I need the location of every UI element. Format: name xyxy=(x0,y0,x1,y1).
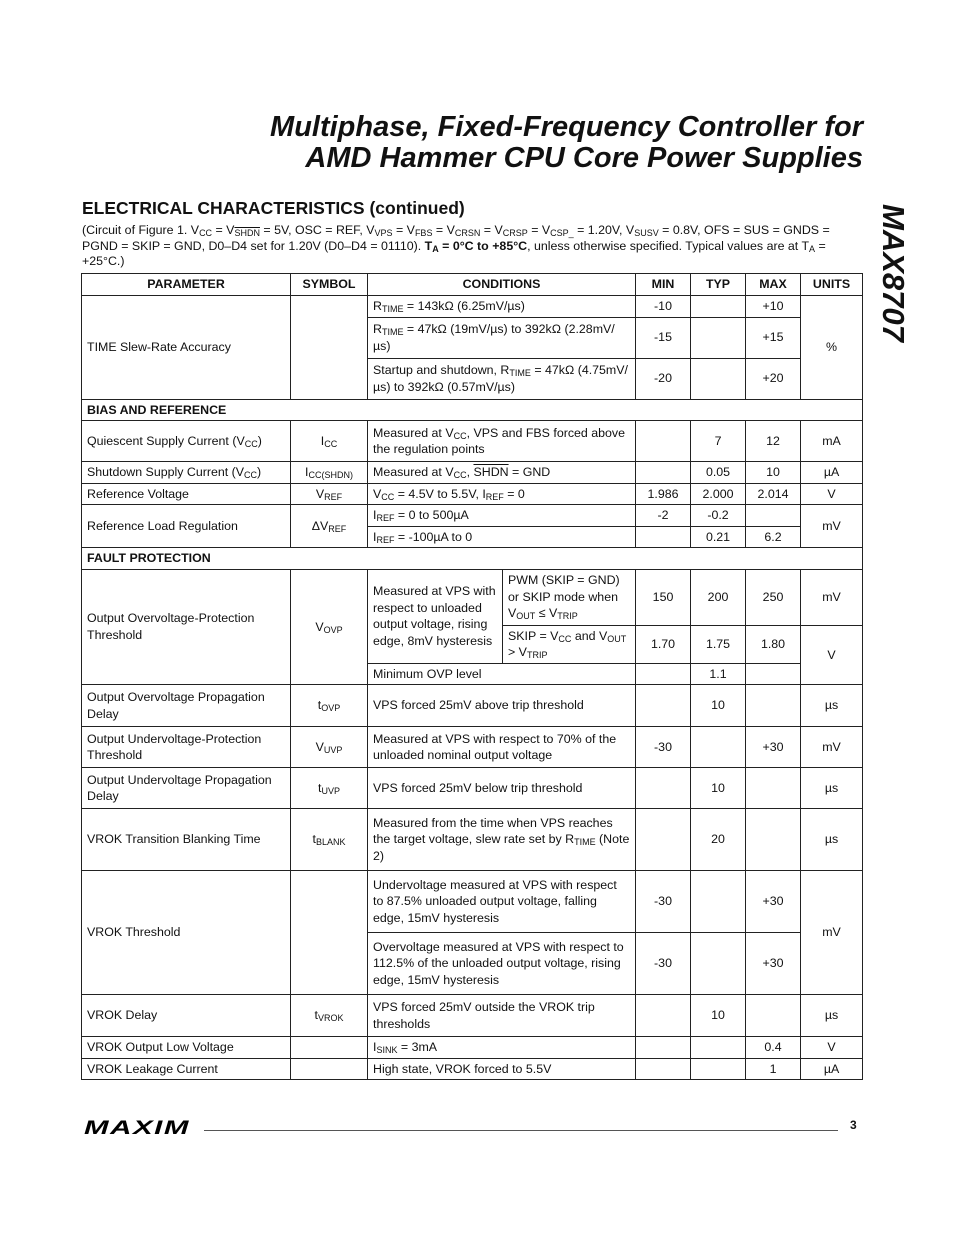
units-cell: µs xyxy=(801,809,863,871)
typ-cell xyxy=(691,933,746,995)
section-row-fault xyxy=(82,548,863,570)
units-cell: V xyxy=(801,625,863,685)
min-cell: -20 xyxy=(636,358,691,399)
typ-cell: 1.1 xyxy=(691,663,746,685)
sub-condition-cell: SKIP = $V_{CC}$ and $V_{OUT} > V_{TRIP}$ xyxy=(503,625,636,663)
symbol-cell: $t_{BLANK}$ xyxy=(291,809,368,871)
max-cell xyxy=(746,685,801,727)
units-cell: V xyxy=(801,1037,863,1059)
parameter-cell: Output Undervoltage-Protection Threshold xyxy=(82,727,291,768)
condition-cell: $R_{TIME} = 47k\Omega$ (19mV/µs) to 392kΩ (2.28mV/µs) xyxy=(368,317,636,358)
page-title xyxy=(270,112,863,174)
part-number-side-label: MAX8707 xyxy=(876,204,911,342)
symbol-cell xyxy=(291,1058,368,1080)
table-row xyxy=(82,727,863,768)
parameter-cell: Output Undervoltage Propagation Delay xyxy=(82,768,291,809)
symbol-cell: $I_{CC}$ xyxy=(291,421,368,462)
min-cell: -2 xyxy=(636,505,691,527)
max-cell: 1.80 xyxy=(746,625,801,663)
min-cell: -15 xyxy=(636,317,691,358)
units-cell: mV xyxy=(801,727,863,768)
parameter-cell: Quiescent Supply Current $(V_{CC})$ xyxy=(82,421,291,462)
min-cell: 150 xyxy=(636,569,691,625)
typ-cell: 0.05 xyxy=(691,462,746,484)
section-label: BIAS AND REFERENCE xyxy=(82,399,863,421)
condition-cell: VPS forced 25mV below trip threshold xyxy=(368,768,636,809)
parameter-cell: TIME Slew-Rate Accuracy xyxy=(82,296,291,400)
units-cell: µA xyxy=(801,462,863,484)
typ-cell: 10 xyxy=(691,995,746,1037)
table-row xyxy=(82,569,863,625)
max-cell: +20 xyxy=(746,358,801,399)
table-row xyxy=(82,1037,863,1059)
typ-cell: 0.21 xyxy=(691,526,746,548)
table-row xyxy=(82,483,863,505)
section-heading: ELECTRICAL CHARACTERISTICS (continued) xyxy=(82,198,465,218)
header-min: MIN xyxy=(636,274,691,296)
header-conditions: CONDITIONS xyxy=(368,274,636,296)
condition-cell: VPS forced 25mV above trip threshold xyxy=(368,685,636,727)
symbol-cell: $I_{CC(SHDN)}$ xyxy=(291,462,368,484)
header-typ: TYP xyxy=(691,274,746,296)
max-cell: 12 xyxy=(746,421,801,462)
typ-cell xyxy=(691,296,746,318)
parameter-cell: Shutdown Supply Current $(V_{CC})$ xyxy=(82,462,291,484)
symbol-cell: $t_{VROK}$ xyxy=(291,995,368,1037)
condition-cell: Measured at VPS with respect to unloaded output voltage, rising edge, 8mV hysteresis xyxy=(368,569,503,663)
header-max: MAX xyxy=(746,274,801,296)
max-cell: 6.2 xyxy=(746,526,801,548)
max-cell xyxy=(746,995,801,1037)
header-units: UNITS xyxy=(801,274,863,296)
symbol-cell xyxy=(291,296,368,400)
typ-cell xyxy=(691,727,746,768)
units-cell: mV xyxy=(801,569,863,625)
typ-cell: 10 xyxy=(691,768,746,809)
condition-cell: Measured from the time when VPS reaches the target voltage, slew rate set by $R_{TIME}$ (Note 2) xyxy=(368,809,636,871)
symbol-cell: $V_{OVP}$ xyxy=(291,569,368,685)
min-cell xyxy=(636,685,691,727)
typ-cell: 20 xyxy=(691,809,746,871)
parameter-cell: VROK Threshold xyxy=(82,871,291,995)
condition-cell: Measured at $V_{CC}$, SHDN = GND xyxy=(368,462,636,484)
max-cell: 250 xyxy=(746,569,801,625)
page-number: 3 xyxy=(850,1118,857,1132)
condition-cell: Measured at VPS with respect to 70% of the unloaded nominal output voltage xyxy=(368,727,636,768)
max-cell xyxy=(746,505,801,527)
min-cell xyxy=(636,1058,691,1080)
units-cell: mV xyxy=(801,505,863,548)
typ-cell: -0.2 xyxy=(691,505,746,527)
parameter-cell: Reference Voltage xyxy=(82,483,291,505)
typ-cell: 7 xyxy=(691,421,746,462)
title-line-1: Multiphase, Fixed-Frequency Controller for xyxy=(270,111,863,143)
header-symbol: SYMBOL xyxy=(291,274,368,296)
units-cell: µs xyxy=(801,995,863,1037)
units-cell: µA xyxy=(801,1058,863,1080)
electrical-characteristics-table xyxy=(81,273,863,1080)
condition-cell: $I_{REF} = -100\mu A$ to 0 xyxy=(368,526,636,548)
title-line-2: AMD Hammer CPU Core Power Supplies xyxy=(305,142,863,174)
table-header-row xyxy=(82,274,863,296)
parameter-cell: Reference Load Regulation xyxy=(82,505,291,548)
max-cell xyxy=(746,768,801,809)
condition-cell: $R_{TIME} = 143k\Omega$ (6.25mV/µs) xyxy=(368,296,636,318)
max-cell xyxy=(746,663,801,685)
min-cell: 1.70 xyxy=(636,625,691,663)
min-cell xyxy=(636,809,691,871)
units-cell: µs xyxy=(801,768,863,809)
maxim-logo xyxy=(84,1118,194,1136)
typ-cell xyxy=(691,317,746,358)
condition-cell: $I_{SINK} = 3mA$ xyxy=(368,1037,636,1059)
footer-rule xyxy=(204,1130,838,1131)
table-row xyxy=(82,421,863,462)
condition-cell: Undervoltage measured at VPS with respect to 87.5% unloaded output voltage, falling edge, 15mV hysteresis xyxy=(368,871,636,933)
typ-cell: 1.75 xyxy=(691,625,746,663)
parameter-cell: VROK Transition Blanking Time xyxy=(82,809,291,871)
max-cell: +30 xyxy=(746,933,801,995)
symbol-cell xyxy=(291,871,368,995)
max-cell: 1 xyxy=(746,1058,801,1080)
table-row xyxy=(82,505,863,527)
min-cell xyxy=(636,526,691,548)
units-cell: µs xyxy=(801,685,863,727)
typ-cell: 200 xyxy=(691,569,746,625)
symbol-cell: $V_{UVP}$ xyxy=(291,727,368,768)
min-cell: -30 xyxy=(636,933,691,995)
max-cell: +30 xyxy=(746,727,801,768)
typ-cell xyxy=(691,1058,746,1080)
parameter-cell: Output Overvoltage-Protection Threshold xyxy=(82,569,291,685)
table-row xyxy=(82,995,863,1037)
min-cell xyxy=(636,768,691,809)
condition-cell: VPS forced 25mV outside the VROK trip thresholds xyxy=(368,995,636,1037)
table-row xyxy=(82,768,863,809)
min-cell xyxy=(636,995,691,1037)
condition-cell: $V_{CC} = 4.5V$ to 5.5V, $I_{REF} = 0$ xyxy=(368,483,636,505)
symbol-cell: $t_{OVP}$ xyxy=(291,685,368,727)
units-cell: V xyxy=(801,483,863,505)
symbol-cell: $t_{UVP}$ xyxy=(291,768,368,809)
min-cell: -30 xyxy=(636,871,691,933)
test-conditions-note: (Circuit of Figure 1. $V_{CC} = V_{SHDN} = 5V$, OSC = REF, $V_{VPS} = V_{FBS} = V_{CRSN} = V_{CRSP} = V_{CSP\_} = 1.20V$, $V_{SUSV} = 0.8V$, OFS = SUS = GNDS = PGND = SKIP = GND, D0–D4 set for 1.20V (D0–D4 = 01110). $T_A = 0^\circ C$ to +85°C, unless otherwise specified. Typical values are at $T_A = +25^\circ C$.) xyxy=(82,223,830,268)
table-row xyxy=(82,462,863,484)
table-row xyxy=(82,685,863,727)
condition-cell: Measured at $V_{CC}$, VPS and FBS forced above the regulation points xyxy=(368,421,636,462)
min-cell xyxy=(636,663,691,685)
condition-cell: Startup and shutdown, $R_{TIME} = 47k\Omega$ (4.75mV/µs) to 392kΩ (0.57mV/µs) xyxy=(368,358,636,399)
symbol-cell xyxy=(291,1037,368,1059)
min-cell: -30 xyxy=(636,727,691,768)
max-cell: +10 xyxy=(746,296,801,318)
max-cell xyxy=(746,809,801,871)
max-cell: 10 xyxy=(746,462,801,484)
table-row xyxy=(82,1058,863,1080)
parameter-cell: VROK Output Low Voltage xyxy=(82,1037,291,1059)
typ-cell: 10 xyxy=(691,685,746,727)
typ-cell xyxy=(691,358,746,399)
parameter-cell: Output Overvoltage Propagation Delay xyxy=(82,685,291,727)
sub-condition-cell: PWM (SKIP = GND) or SKIP mode when $V_{OUT} \le V_{TRIP}$ xyxy=(503,569,636,625)
typ-cell xyxy=(691,1037,746,1059)
max-cell: +15 xyxy=(746,317,801,358)
parameter-cell: VROK Delay xyxy=(82,995,291,1037)
min-cell xyxy=(636,462,691,484)
svg-text:MAXIM: MAXIM xyxy=(84,1118,191,1136)
max-cell: 2.014 xyxy=(746,483,801,505)
condition-cell: $I_{REF} = 0$ to 500µA xyxy=(368,505,636,527)
units-cell: mV xyxy=(801,871,863,995)
min-cell: 1.986 xyxy=(636,483,691,505)
header-parameter: PARAMETER xyxy=(82,274,291,296)
table-row xyxy=(82,296,863,318)
min-cell xyxy=(636,421,691,462)
section-label: FAULT PROTECTION xyxy=(82,548,863,570)
table-row xyxy=(82,871,863,933)
min-cell xyxy=(636,1037,691,1059)
table-row xyxy=(82,809,863,871)
typ-cell xyxy=(691,871,746,933)
typ-cell: 2.000 xyxy=(691,483,746,505)
max-cell: +30 xyxy=(746,871,801,933)
units-cell: mA xyxy=(801,421,863,462)
condition-cell: Minimum OVP level xyxy=(368,663,636,685)
section-row-bias xyxy=(82,399,863,421)
units-cell: % xyxy=(801,296,863,400)
condition-cell: High state, VROK forced to 5.5V xyxy=(368,1058,636,1080)
symbol-cell: $\Delta V_{REF}$ xyxy=(291,505,368,548)
min-cell: -10 xyxy=(636,296,691,318)
symbol-cell: $V_{REF}$ xyxy=(291,483,368,505)
condition-cell: Overvoltage measured at VPS with respect to 112.5% of the unloaded output voltage, rising edge, 15mV hysteresis xyxy=(368,933,636,995)
max-cell: 0.4 xyxy=(746,1037,801,1059)
parameter-cell: VROK Leakage Current xyxy=(82,1058,291,1080)
